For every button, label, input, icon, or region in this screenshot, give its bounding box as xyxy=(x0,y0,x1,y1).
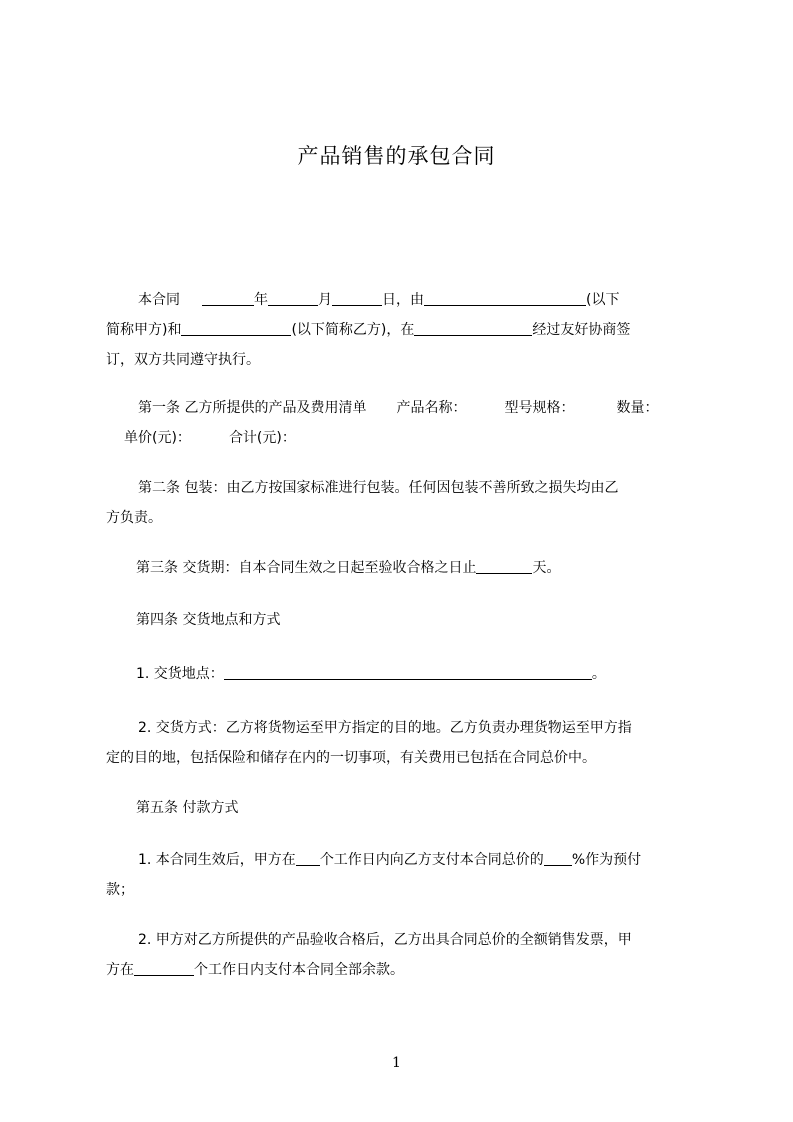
article-5-text: 1. 本合同生效后，甲方在 xyxy=(138,852,296,868)
article-4 xyxy=(106,605,706,635)
intro-paragraph xyxy=(106,285,706,375)
blank-month xyxy=(268,289,318,306)
article-5-item-1 xyxy=(106,845,706,905)
blank-party-b xyxy=(181,319,291,336)
article-2-text: 方负责。 xyxy=(106,510,162,526)
intro-day-label: 日，由 xyxy=(382,292,424,308)
model-label: 型号规格： xyxy=(504,400,575,416)
article-3-text: 天。 xyxy=(532,560,561,576)
article-3-text: 第三条 交货期：自本合同生效之日起至验收合格之日止 xyxy=(136,560,477,576)
blank-prepay-percent xyxy=(544,849,572,866)
page-title: 产品销售的承包合同 xyxy=(297,144,496,168)
product-name-label: 产品名称： xyxy=(396,400,467,416)
intro-line-2 xyxy=(106,315,706,345)
blank-location xyxy=(414,319,532,336)
article-1-line-2 xyxy=(106,423,706,453)
intro-month-label: 月 xyxy=(318,292,332,308)
blank-delivery-location xyxy=(224,663,592,680)
blank-day xyxy=(332,289,382,306)
blank-prepay-days xyxy=(296,849,320,866)
article-3 xyxy=(106,553,706,583)
article-5-text: 方在 xyxy=(106,962,134,978)
intro-text: 本合同 xyxy=(138,292,180,308)
delivery-location-label: 1. 交货地点： xyxy=(136,666,224,682)
article-5-text: 款； xyxy=(106,882,134,898)
intro-text: 经过友好协商签 xyxy=(532,322,631,338)
intro-year-label: 年 xyxy=(254,292,268,308)
article-heading: 第四条 交货地点和方式 xyxy=(136,612,281,628)
article-5 xyxy=(106,793,706,823)
article-5-text: %作为预付 xyxy=(571,852,642,868)
blank-year xyxy=(202,289,254,306)
article-heading: 第一条 乙方所提供的产品及费用清单 xyxy=(138,400,367,416)
article-2-text: 第二条 包装：由乙方按国家标准进行包装。任何因包装不善所致之损失均由乙 xyxy=(138,480,619,496)
blank-days xyxy=(476,557,532,574)
intro-text: 订，双方共同遵守执行。 xyxy=(106,352,260,368)
article-2 xyxy=(106,473,706,533)
intro-line-3 xyxy=(106,345,706,375)
article-4-text: 定的目的地，包括保险和储存在内的一切事项，有关费用已包括在合同总价中。 xyxy=(106,750,596,766)
article-4-item-2 xyxy=(106,713,706,773)
intro-text: (以下简称乙方)，在 xyxy=(291,322,415,338)
unit-price-label: 单价(元)： xyxy=(124,430,191,446)
article-1 xyxy=(106,393,706,453)
intro-text: 简称甲方)和 xyxy=(106,322,182,338)
article-5-text: 2. 甲方对乙方所提供的产品验收合格后，乙方出具合同总价的全额销售发票，甲 xyxy=(138,932,632,948)
blank-party-a xyxy=(424,289,586,306)
article-1-line-1 xyxy=(106,393,706,423)
blank-payment-days xyxy=(134,959,194,976)
article-5-text: 个工作日内支付本合同全部余款。 xyxy=(194,962,404,978)
quantity-label: 数量： xyxy=(616,400,659,416)
article-4-text: 。 xyxy=(591,666,606,682)
article-5-item-2 xyxy=(106,925,706,985)
intro-line-1 xyxy=(106,285,706,315)
total-label: 合计(元)： xyxy=(228,430,296,446)
intro-text: (以下 xyxy=(586,292,620,308)
article-4-item-1 xyxy=(106,659,706,689)
article-heading: 第五条 付款方式 xyxy=(136,800,239,816)
article-5-text: 个工作日内向乙方支付本合同总价的 xyxy=(319,852,544,868)
article-4-text: 2. 交货方式：乙方将货物运至甲方指定的目的地。乙方负责办理货物运至甲方指 xyxy=(138,720,632,736)
page-number: 1 xyxy=(392,1055,401,1071)
